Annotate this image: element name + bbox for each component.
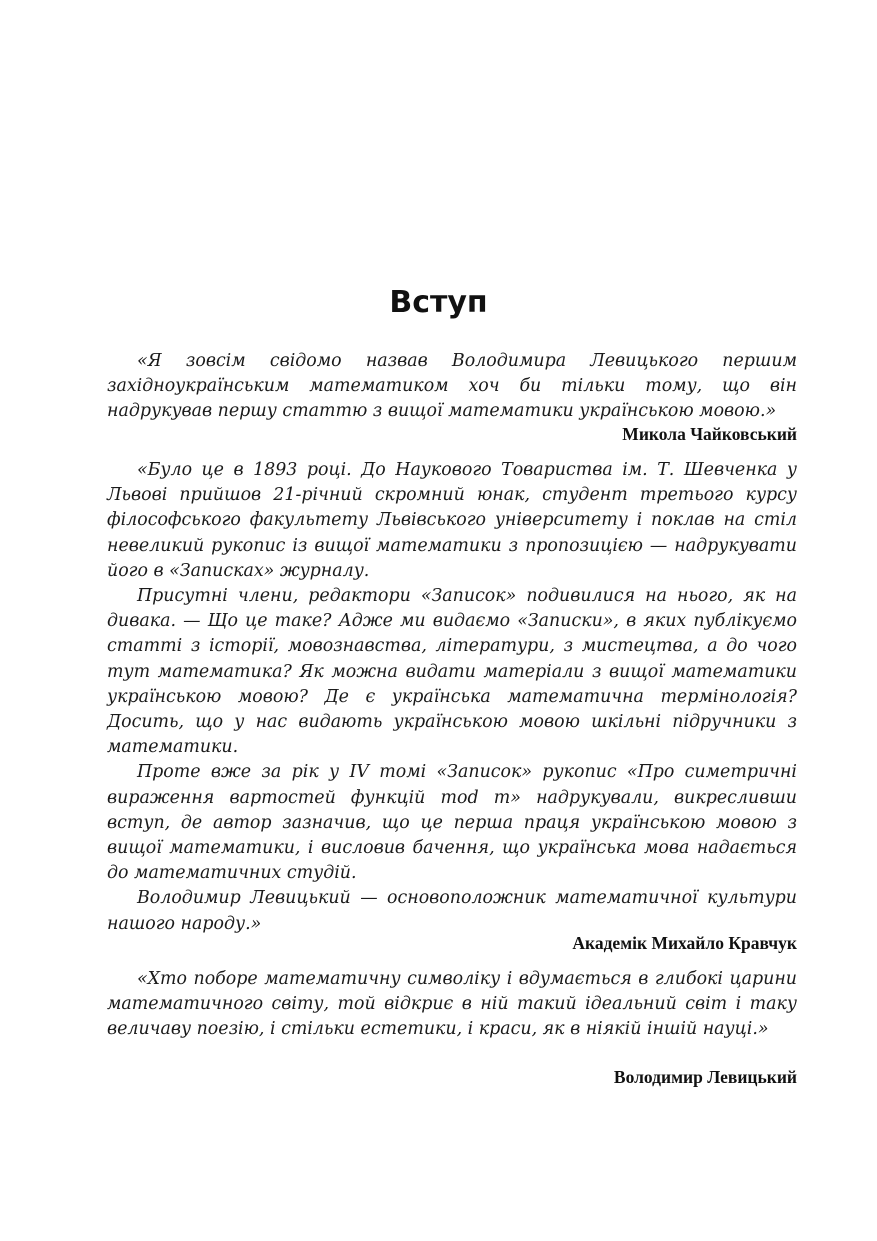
quote-paragraph: «Було це в 1893 році. До Наукового Товариства ім. Т. Шевченка у Львові прийшов 21-річний скромний юнак, студент третього курсу філософського факультету Львівського університету і поклав на стіл невеликий рукопис із вищої математики з пропозицією — надрукувати його в «Записках» журналу. xyxy=(107,460,797,581)
quote-author-3: Володимир Левицький xyxy=(613,1067,797,1087)
quote-block-2 xyxy=(107,458,797,937)
quote-paragraph: Проте вже за рік у IV томі «Записок» рукопис «Про симетричні вираження вартостей функцій mod m» надрукували, викресливши вступ, де автор зазначив, що це перша праця українською мовою з вищої математики, і висловив бачення, що українська мова надається до математичних студій. xyxy=(107,762,797,884)
quote-paragraph: «Я зовсім свідомо назвав Володимира Левицького першим західноукраїнським математиком хоч би тільки тому, що він надрукував першу статтю з вищої математики українською мовою.» xyxy=(107,351,797,422)
page-title: Вступ xyxy=(389,285,488,320)
quote-paragraph: Володимир Левицький — основоположник математичної культури нашого народу.» xyxy=(107,888,797,934)
quote-block-1 xyxy=(107,349,797,425)
quote-paragraph: Присутні члени, редактори «Записок» подивилися на нього, як на дивака. — Що це таке? Адже ми видаємо «Записки», в яких публікуємо статті з історії, мовознавства, літератури, з мистецтва, а до чого тут математика? Як можна видати матеріали з вищої математики українською мовою? Де є українська математична термінологія? Досить, що у нас видають українською мовою шкільні підручники з математики. xyxy=(107,586,797,758)
quote-author-1: Микола Чайковський xyxy=(622,424,797,444)
quote-paragraph: «Хто поборе математичну символіку і вдумається в глибокі царини математичного світу, той відкриє в ній такий ідеальний світ і таку величаву поезію, і стільки естетики, і краси, як в ніякій іншій науці.» xyxy=(107,969,797,1040)
quote-block-3 xyxy=(107,967,797,1043)
quote-author-2: Академік Михайло Кравчук xyxy=(572,933,797,953)
